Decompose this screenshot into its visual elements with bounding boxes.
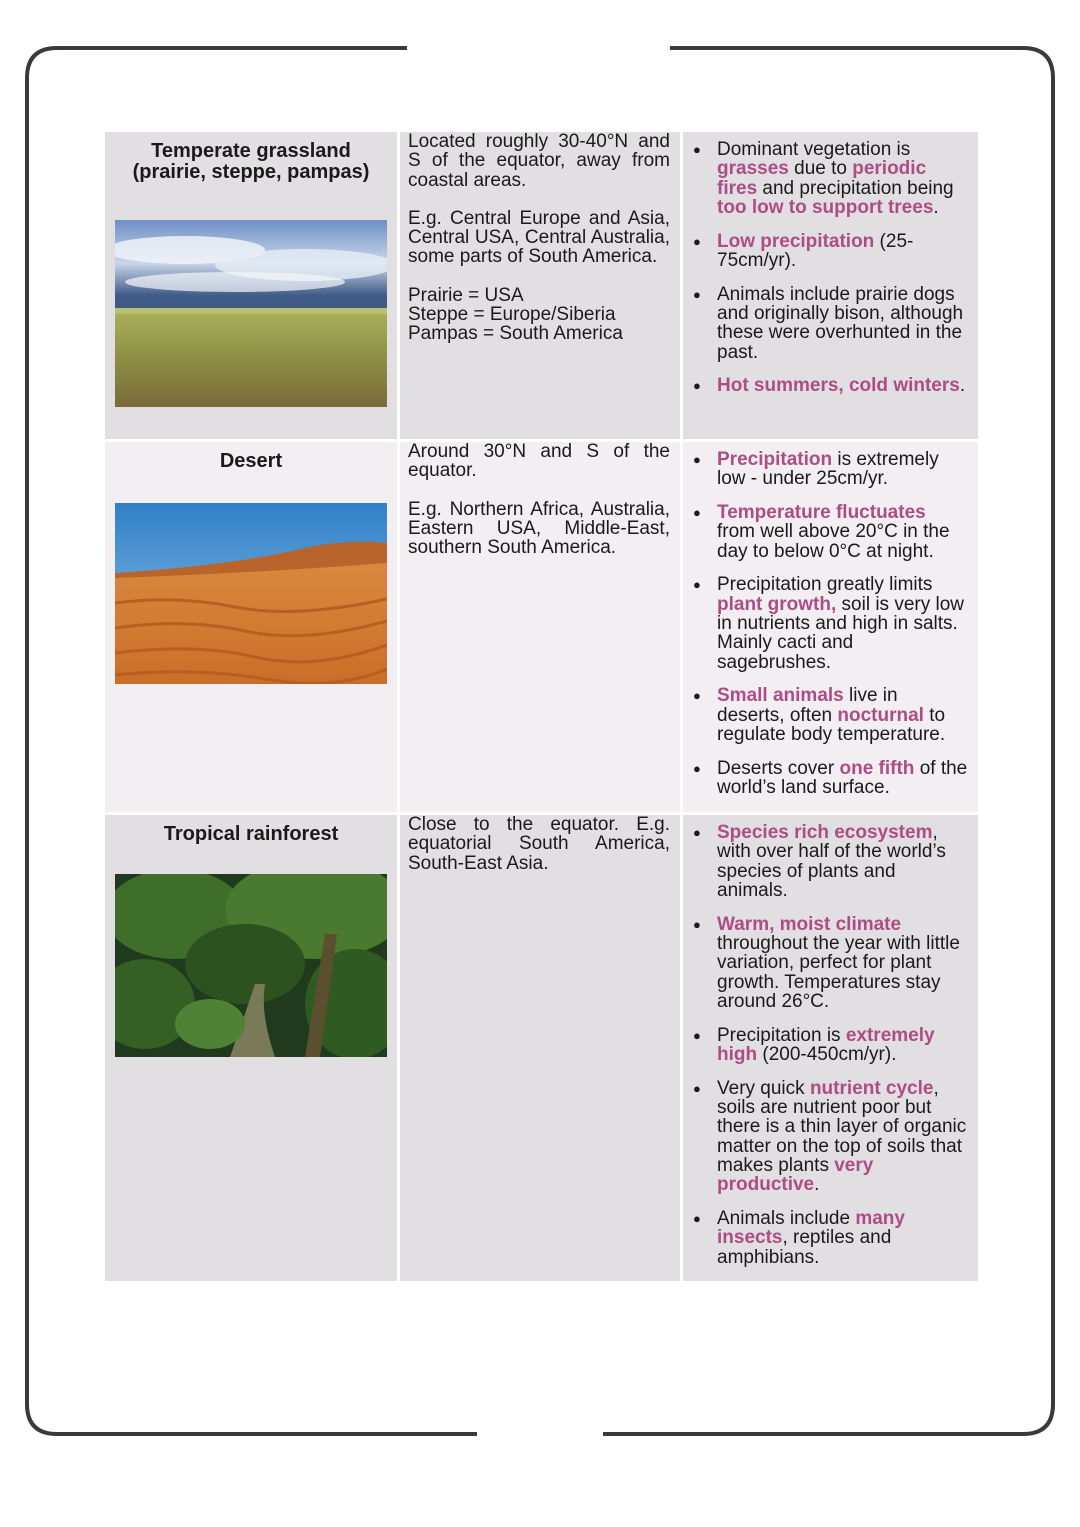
feature-text: is extremely low - under 25cm/yr. [717,449,939,490]
biome-title: Tropical rainforest [163,822,339,845]
highlight-text: many insects [717,1208,905,1249]
biome-title: Temperate grassland (prairie, steppe, pampas) [132,140,370,183]
feature-text: . [933,196,939,218]
highlight-text: Low precipitation [717,230,875,252]
highlight-text: Species rich ecosystem [717,821,933,843]
features-cell [682,441,979,814]
feature-text: Dominant vegetation is [717,139,911,160]
desert-photo [115,503,387,684]
biome-name-cell [105,813,399,1281]
feature-text: Deserts cover [717,757,840,779]
feature-list [683,815,978,1267]
biome-name-cell [105,132,399,441]
feature-item [693,915,968,1011]
biome-row-desert [105,441,978,814]
feature-item [693,575,968,671]
feature-text: . [959,375,966,397]
grassland-photo [115,220,387,407]
feature-item [693,450,968,489]
feature-text: (25-75cm/yr). [717,230,914,271]
feature-text: to regulate body temperature. [717,704,946,746]
feature-item [693,1079,968,1195]
feature-item [693,232,968,271]
highlight-text: grasses [717,158,789,180]
features-cell [682,813,979,1281]
feature-item [693,1209,968,1267]
biome-table [105,132,978,1281]
feature-item [693,823,968,900]
feature-list [683,132,978,396]
highlight-text: Hot summers, cold winters [717,375,960,397]
biome-row-grassland [105,132,978,441]
feature-item [693,686,968,744]
feature-text: , with over half of the world’s species of plants and animals. [717,821,946,901]
feature-text: from well above 20°C in the day to below 0°C at night. [717,521,950,562]
feature-text: throughout the year with little variation, perfect for plant growth. Temperatures stay around 26°C. [717,932,960,1012]
highlight-text: plant growth, [717,593,837,615]
highlight-text: Precipitation [717,449,833,470]
feature-text: and precipitation being [757,177,954,199]
feature-list [683,442,978,797]
feature-text: Precipitation greatly limits [717,574,933,596]
highlight-text: too low to support trees [717,196,934,218]
biome-name-cell [105,441,399,814]
highlight-text: periodic fires [717,158,927,199]
location-examples: E.g. Central Europe and Asia, Central USA, Central Australia, some parts of South America. [408,207,670,268]
feature-item [693,759,968,798]
feature-text: live in deserts, often [717,685,898,726]
feature-text: due to [788,158,853,180]
biome-row-rainforest [105,813,978,1281]
location-text: Located roughly 30-40°N and S of the equator, away from coastal areas. [408,131,670,191]
feature-text: , reptiles and amphibians. [717,1227,892,1268]
features-cell [682,132,979,441]
location-text: Close to the equator. E.g. equatorial South America, South-East Asia. [408,813,670,874]
feature-text: , soils are nutrient poor but there is a thin layer of organic matter on the top of soils that makes plants [717,1077,967,1176]
highlight-text: Warm, moist climate [717,913,902,935]
feature-item [693,376,968,395]
location-cell [399,813,682,1281]
feature-item [693,285,968,362]
feature-text: Precipitation is [717,1024,846,1046]
highlight-text: nutrient cycle [809,1077,934,1099]
rainforest-photo [115,874,387,1057]
highlight-text: one fifth [839,757,915,779]
location-cell [399,441,682,814]
feature-text: Animals include prairie dogs and originally bison, although these were overhunted in the past. [717,283,964,363]
highlight-text: very productive [717,1154,874,1196]
location-names: Prairie = USA Steppe = Europe/Siberia Pampas = South America [408,284,623,345]
feature-item [693,140,968,217]
biome-title: Desert [219,450,283,472]
feature-text: soil is very low in nutrients and high in salts. Mainly cacti and sagebrushes. [717,593,965,673]
feature-text: Animals include [717,1208,856,1229]
location-examples: E.g. Northern Africa, Australia, Eastern USA, Middle-East, southern South America. [408,498,670,559]
highlight-text: Small animals [717,685,844,707]
feature-text: (200-450cm/yr). [757,1043,897,1065]
feature-text: . [814,1174,820,1196]
highlight-text: nocturnal [837,704,924,726]
feature-item [693,503,968,561]
location-text: Around 30°N and S of the equator. [408,441,670,482]
feature-text: Very quick [717,1077,810,1099]
feature-item [693,1026,968,1065]
highlight-text: Temperature fluctuates [717,502,926,524]
location-cell [399,132,682,441]
highlight-text: extremely high [717,1024,935,1065]
feature-text: of the world’s land surface. [717,757,968,799]
